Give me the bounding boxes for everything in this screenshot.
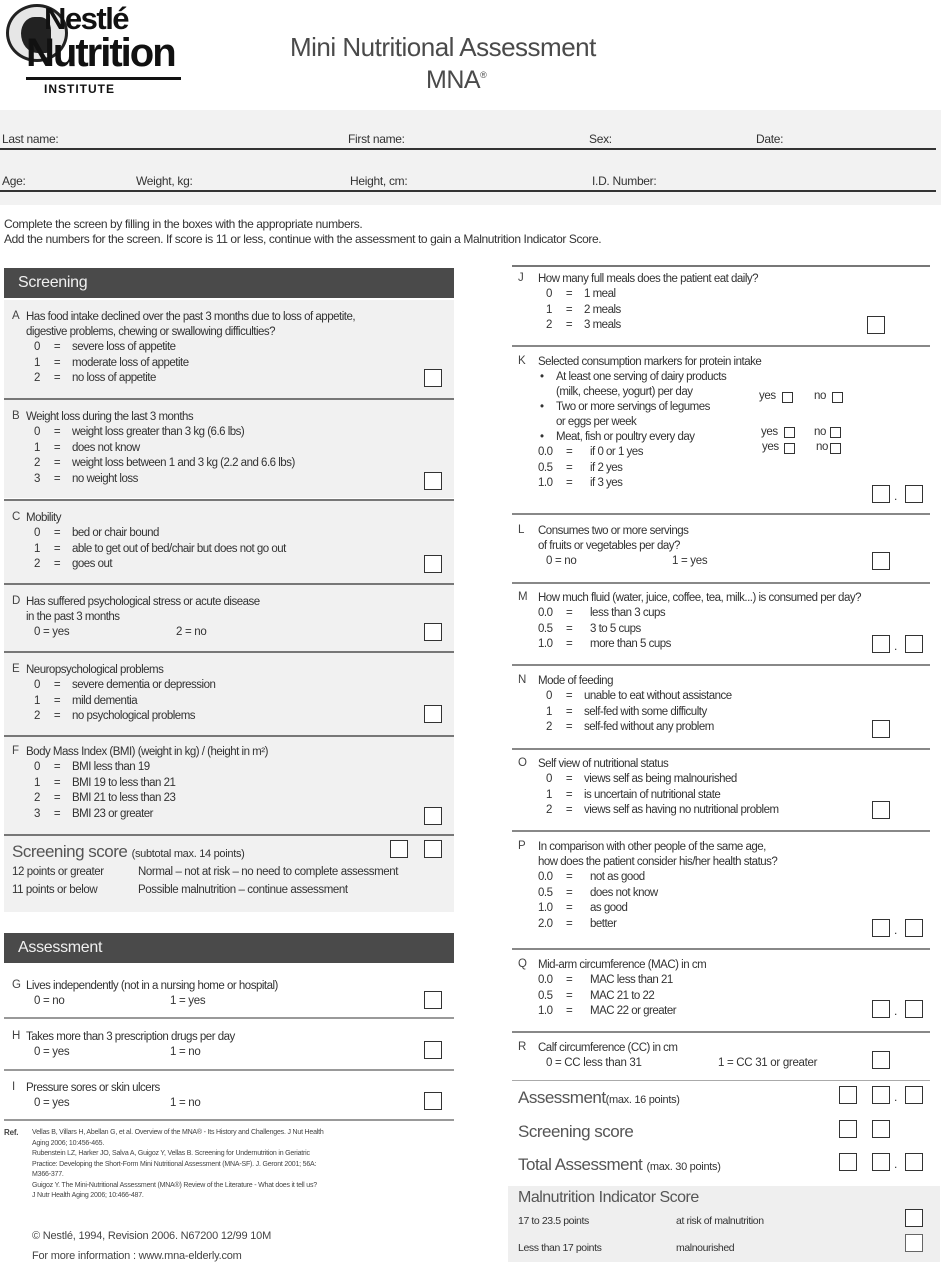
id-number-field[interactable]: I.D. Number: — [592, 174, 657, 188]
option-1: 0.5 = 3 to 5 cups — [538, 622, 641, 635]
result-text-possible: Possible malnutrition – continue assessment — [138, 884, 348, 896]
divider — [4, 1119, 454, 1121]
option-yes: 1 = yes — [672, 555, 708, 567]
question-text: In comparison with other people of the same age, — [538, 841, 766, 853]
option-3: 2.0 = better — [538, 917, 617, 930]
score-box-e[interactable] — [424, 705, 442, 723]
nestle-nutrition-logo — [4, 2, 184, 97]
legumes-yes-checkbox[interactable] — [784, 427, 795, 438]
question-letter: O — [518, 757, 527, 769]
score-box-g[interactable] — [424, 991, 442, 1009]
question-letter: F — [12, 745, 20, 757]
option-1: 1 = mild dementia — [34, 694, 138, 707]
divider — [4, 1069, 454, 1071]
option-3: 3 = no weight loss — [34, 472, 138, 485]
references — [4, 1128, 454, 1202]
document-subtitle — [426, 66, 486, 95]
reference-line: M366-377. — [32, 1171, 64, 1178]
question-letter: K — [518, 355, 526, 367]
question-text: How much fluid (water, juice, coffee, tea, milk...) is consumed per day? — [538, 592, 861, 604]
question-k-content: Selected consumption markers for protein intake • At least one serving of dairy products (milk, cheese, yogurt) per day • Two or more servings of legumes or eggs per week • Meat, fish or poultry every day 0.0 = if 0 or 1 yes 0.5 = if 2 yes 1.0 = if 3 yes — [538, 355, 761, 492]
question-p — [510, 840, 940, 940]
question-text: Consumes two or more servings — [538, 525, 689, 537]
divider — [512, 513, 930, 515]
option-0: 0 = severe loss of appetite — [34, 341, 176, 353]
question-j — [510, 272, 940, 342]
bullet-legumes-line2: or eggs per week — [556, 416, 637, 428]
question-h — [4, 1026, 454, 1066]
option-yes: 0 = yes — [34, 626, 70, 638]
question-text: Calf circumference (CC) in cm — [538, 1042, 678, 1054]
question-text: Has suffered psychological stress or acute disease — [26, 596, 260, 608]
score-box-n[interactable] — [872, 720, 890, 738]
score-box-o[interactable] — [872, 801, 890, 819]
assessment-total-box-units[interactable] — [872, 1086, 890, 1104]
logo-institute-text: INSTITUTE — [44, 82, 115, 96]
score-box-j[interactable] — [867, 316, 885, 334]
option-2: 2 = self-fed without any problem — [546, 721, 714, 733]
score-box-r[interactable] — [872, 1051, 890, 1069]
screening-section-header: Screening — [4, 268, 454, 298]
meat-no-checkbox[interactable] — [830, 443, 841, 454]
question-letter: I — [12, 1081, 16, 1093]
reference-line: Practice: Developing the Short-Form Mini Nutritional Assessment (MNA-SF). J. Geront 2001; 56A: — [32, 1160, 317, 1168]
option-no: 0 = no — [34, 995, 65, 1007]
inline-options — [538, 554, 707, 569]
question-text: Weight loss during the last 3 months — [26, 411, 194, 423]
bullet-dairy: At least one serving of dairy products — [556, 371, 727, 383]
meat-yes-label: yes — [762, 441, 779, 453]
logo-nestle-text: Nestlé — [44, 1, 129, 36]
option-2: 2 = weight loss between 1 and 3 kg (2.2 and 6.6 lbs) — [34, 457, 295, 469]
question-letter: C — [12, 511, 21, 523]
option-yes: 0 = yes — [34, 1046, 70, 1058]
screening-score-title: Screening score (subtotal max. 14 points) — [12, 842, 245, 861]
decimal-point: . — [894, 639, 898, 653]
option-1: 1 = 2 meals — [546, 303, 621, 316]
result-range-possible: 11 points or below — [12, 884, 98, 896]
question-letter: P — [518, 840, 526, 852]
option-1: 1 = self-fed with some difficulty — [546, 705, 707, 718]
instructions-line-2: Add the numbers for the screen. If score is 11 or less, continue with the assessment to gain a Malnutrition Indicator Score. — [4, 232, 602, 246]
question-text: in the past 3 months — [26, 611, 120, 623]
mna-label: MNA — [426, 66, 481, 94]
question-a — [4, 300, 454, 398]
option-yes: 0 = yes — [34, 1097, 70, 1109]
copyright: © Nestlé, 1994, Revision 2006. N67200 12/99 10M — [32, 1230, 272, 1242]
question-letter: A — [12, 310, 20, 322]
option-2: 1.0 = if 3 yes — [538, 477, 623, 489]
option-1: 0.5 = does not know — [538, 886, 658, 899]
option-no: 1 = no — [170, 1046, 201, 1058]
logo-nutrition-text: Nutrition — [26, 31, 175, 75]
at-risk-checkbox[interactable] — [905, 1209, 923, 1227]
meat-yes-checkbox[interactable] — [784, 443, 795, 454]
question-text: Self view of nutritional status — [538, 758, 669, 770]
option-2: 2 = no psychological problems — [34, 710, 196, 722]
option-1: 1 = able to get out of bed/chair but does not go out — [34, 542, 286, 555]
question-letter: G — [12, 979, 21, 991]
decimal-point: . — [894, 489, 898, 503]
reference-line: Rubenstein LZ, Harker JO, Salva A, Guigoz Y, Vellas B. Screening for Undernutrition in Geriatric — [32, 1150, 310, 1157]
option-yes: 1 = yes — [170, 995, 206, 1007]
question-letter: J — [518, 272, 524, 284]
question-l — [510, 524, 940, 579]
decimal-point: . — [894, 923, 898, 937]
screening-score-box-units[interactable] — [424, 840, 442, 858]
dairy-no-checkbox[interactable] — [832, 392, 843, 403]
divider — [4, 1017, 454, 1019]
option-no: 1 = no — [170, 1097, 201, 1109]
mis-range-at-risk: 17 to 23.5 points — [518, 1215, 589, 1227]
inline-options — [26, 1045, 235, 1060]
document-title: Mini Nutritional Assessment — [290, 32, 596, 62]
age-field[interactable]: Age: — [2, 174, 26, 188]
meat-no-label: no — [816, 441, 828, 453]
assessment-section-header: Assessment — [4, 933, 454, 963]
divider — [512, 1080, 930, 1081]
decimal-point: . — [894, 1090, 898, 1104]
question-letter: L — [518, 524, 525, 536]
total-box-decimal[interactable] — [905, 1153, 923, 1171]
score-box-q-units[interactable] — [872, 1000, 890, 1018]
question-n — [510, 674, 940, 744]
decimal-point: . — [894, 1157, 898, 1171]
score-box-q-decimal[interactable] — [905, 1000, 923, 1018]
legumes-no-checkbox[interactable] — [830, 427, 841, 438]
mis-text-at-risk: at risk of malnutrition — [676, 1215, 764, 1227]
assessment-total-box-tens[interactable] — [839, 1086, 857, 1104]
dairy-yes-label: yes — [759, 390, 776, 402]
patient-row1-line — [0, 148, 936, 150]
divider — [512, 1031, 930, 1033]
bullet-legumes: Two or more servings of legumes — [556, 401, 710, 413]
option-0: 0 = unable to eat without assistance — [546, 690, 732, 702]
question-m — [510, 591, 940, 661]
inline-options — [26, 625, 260, 640]
option-0: 0 = weight loss greater than 3 kg (6.6 lbs) — [34, 426, 245, 438]
malnourished-checkbox[interactable] — [905, 1234, 923, 1252]
question-text: Neuropsychological problems — [26, 664, 164, 676]
question-letter: R — [518, 1041, 527, 1053]
height-field[interactable]: Height, cm: — [350, 174, 408, 188]
question-text: Takes more than 3 prescription drugs per day — [26, 1031, 235, 1043]
option-2: 2 = BMI 21 to less than 23 — [34, 792, 176, 804]
option-no: 2 = no — [176, 626, 207, 638]
score-box-k-units[interactable] — [872, 485, 890, 503]
question-e — [4, 653, 454, 735]
total-box-tens[interactable] — [839, 1153, 857, 1171]
result-range-normal: 12 points or greater — [12, 866, 104, 878]
option-0: 0 = bed or chair bound — [34, 527, 159, 539]
question-o — [510, 757, 940, 827]
first-name-field[interactable]: First name: — [348, 132, 405, 146]
sex-field[interactable]: Sex: — [589, 132, 612, 146]
references-label: Ref. — [4, 1128, 19, 1137]
total-box-units[interactable] — [872, 1153, 890, 1171]
mis-title: Malnutrition Indicator Score — [518, 1189, 699, 1206]
question-text: of fruits or vegetables per day? — [538, 540, 680, 552]
inline-options — [538, 1056, 817, 1071]
malnutrition-indicator-panel — [508, 1186, 940, 1262]
option-2: 2 = no loss of appetite — [34, 372, 156, 384]
divider — [512, 664, 930, 666]
score-box-l[interactable] — [872, 552, 890, 570]
question-b — [4, 400, 454, 498]
question-g — [4, 975, 454, 1015]
question-letter: M — [518, 591, 528, 603]
patient-info-panel — [0, 110, 941, 205]
result-text-normal: Normal – not at risk – no need to complete assessment — [138, 866, 399, 878]
question-letter: E — [12, 663, 20, 675]
dairy-yes-checkbox[interactable] — [782, 392, 793, 403]
divider — [512, 345, 930, 347]
divider — [512, 265, 930, 267]
score-box-m-decimal[interactable] — [905, 635, 923, 653]
instructions — [4, 217, 601, 247]
assessment-total-box-decimal[interactable] — [905, 1086, 923, 1104]
question-letter: Q — [518, 958, 527, 970]
option-0: 0.0 = MAC less than 21 — [538, 974, 673, 986]
score-box-h[interactable] — [424, 1041, 442, 1059]
dairy-no-label: no — [814, 390, 826, 402]
option-2: 2 = views self as having no nutritional problem — [546, 804, 779, 816]
question-k — [510, 355, 940, 507]
legumes-no-label: no — [814, 426, 826, 438]
score-box-m-units[interactable] — [872, 635, 890, 653]
option-0: 0 = BMI less than 19 — [34, 761, 150, 773]
question-text: Mode of feeding — [538, 675, 613, 687]
option-2: 2 = 3 meals — [546, 319, 621, 331]
option-1: 1 = does not know — [34, 441, 140, 454]
question-text: Mobility — [26, 512, 61, 524]
question-text: Lives independently (not in a nursing home or hospital) — [26, 980, 278, 992]
option-no: 0 = no — [546, 555, 577, 567]
option-2: 2 = goes out — [34, 558, 113, 570]
option-2: 1.0 = MAC 22 or greater — [538, 1005, 677, 1017]
option-0: 0 = 1 meal — [546, 288, 616, 300]
mis-text-malnourished: malnourished — [676, 1242, 735, 1254]
date-field[interactable]: Date: — [756, 132, 784, 146]
option-1: 1 = is uncertain of nutritional state — [546, 788, 721, 801]
option-less-than-31: 0 = CC less than 31 — [546, 1057, 642, 1069]
screening-score-box-tens[interactable] — [390, 840, 408, 858]
reference-line: Guigoz Y. The Mini-Nutritional Assessment (MNA®) Review of the Literature - What does it tell us? — [32, 1181, 317, 1189]
bullet-meat: Meat, fish or poultry every day — [556, 431, 695, 443]
question-letter: D — [12, 595, 21, 607]
option-3: 3 = BMI 23 or greater — [34, 807, 153, 820]
screening-score-panel — [4, 836, 454, 912]
question-text: Selected consumption markers for protein intake — [538, 356, 762, 368]
bullet-dairy-line2: (milk, cheese, yogurt) per day — [556, 386, 693, 398]
score-box-p-decimal[interactable] — [905, 919, 923, 937]
question-text: Mid-arm circumference (MAC) in cm — [538, 959, 707, 971]
reference-line: Vellas B, Villars H, Abellan G, et al. Overview of the MNA® - Its History and Challenges. J Nut Health — [32, 1129, 324, 1136]
option-1: 1 = BMI 19 to less than 21 — [34, 776, 176, 789]
screening-repeat-box-units[interactable] — [872, 1120, 890, 1138]
question-c — [4, 501, 454, 583]
score-box-p-units[interactable] — [872, 919, 890, 937]
screening-score-repeat-label: Screening score — [518, 1122, 634, 1141]
assessment-total-label: Assessment(max. 16 points) — [518, 1088, 680, 1107]
option-2: 1.0 = as good — [538, 902, 628, 914]
score-box-b[interactable] — [424, 472, 442, 490]
divider — [512, 948, 930, 950]
question-text: how does the patient consider his/her health status? — [538, 856, 778, 868]
weight-field[interactable]: Weight, kg: — [136, 174, 193, 188]
reference-line: Aging 2006; 10:456-465. — [32, 1139, 105, 1147]
question-r — [510, 1041, 940, 1079]
option-0: 0 = views self as being malnourished — [546, 773, 737, 785]
option-0: 0.0 = not as good — [538, 871, 645, 883]
last-name-field[interactable]: Last name: — [2, 132, 59, 146]
question-i — [4, 1077, 454, 1117]
score-box-a[interactable] — [424, 369, 442, 387]
legumes-yes-label: yes — [761, 426, 778, 438]
divider — [512, 748, 930, 750]
question-letter: B — [12, 410, 20, 422]
question-f — [4, 737, 454, 834]
question-text: digestive problems, chewing or swallowing difficulties? — [26, 326, 276, 338]
option-1: 0.5 = MAC 21 to 22 — [538, 989, 655, 1002]
question-text: Body Mass Index (BMI) (weight in kg) / (height in m²) — [26, 746, 268, 758]
inline-options — [26, 1096, 201, 1111]
option-0: 0.0 = less than 3 cups — [538, 607, 666, 619]
decimal-point: . — [894, 1004, 898, 1018]
logo-divider — [26, 77, 181, 80]
score-box-d[interactable] — [424, 623, 442, 641]
divider — [512, 582, 930, 584]
option-31-or-greater: 1 = CC 31 or greater — [718, 1057, 818, 1069]
option-2: 1.0 = more than 5 cups — [538, 638, 671, 650]
question-text: Pressure sores or skin ulcers — [26, 1082, 160, 1094]
question-d — [4, 585, 454, 651]
divider — [512, 830, 930, 832]
screening-repeat-box-tens[interactable] — [839, 1120, 857, 1138]
reference-line: J Nutr Health Aging 2006; 10:466-487. — [32, 1192, 144, 1199]
more-info-link[interactable]: For more information : www.mna-elderly.com — [32, 1250, 242, 1262]
score-box-i[interactable] — [424, 1092, 442, 1110]
question-text: Has food intake declined over the past 3 months due to loss of appetite, — [26, 311, 356, 323]
option-0: 0.0 = if 0 or 1 yes — [538, 446, 643, 458]
option-1: 0.5 = if 2 yes — [538, 461, 623, 474]
option-0: 0 = severe dementia or depression — [34, 679, 216, 691]
option-1: 1 = moderate loss of appetite — [34, 356, 189, 369]
registered-mark: ® — [480, 70, 487, 80]
question-q — [510, 958, 940, 1028]
score-box-k-decimal[interactable] — [905, 485, 923, 503]
question-letter: N — [518, 674, 527, 686]
mis-range-malnourished: Less than 17 points — [518, 1242, 602, 1254]
score-box-f[interactable] — [424, 807, 442, 825]
patient-row2-line — [0, 190, 936, 192]
instructions-line-1: Complete the screen by filling in the boxes with the appropriate numbers. — [4, 217, 363, 231]
question-text: How many full meals does the patient eat daily? — [538, 273, 759, 285]
total-assessment-label: Total Assessment (max. 30 points) — [518, 1155, 721, 1174]
question-letter: H — [12, 1030, 21, 1042]
inline-options — [26, 994, 278, 1009]
score-box-c[interactable] — [424, 555, 442, 573]
